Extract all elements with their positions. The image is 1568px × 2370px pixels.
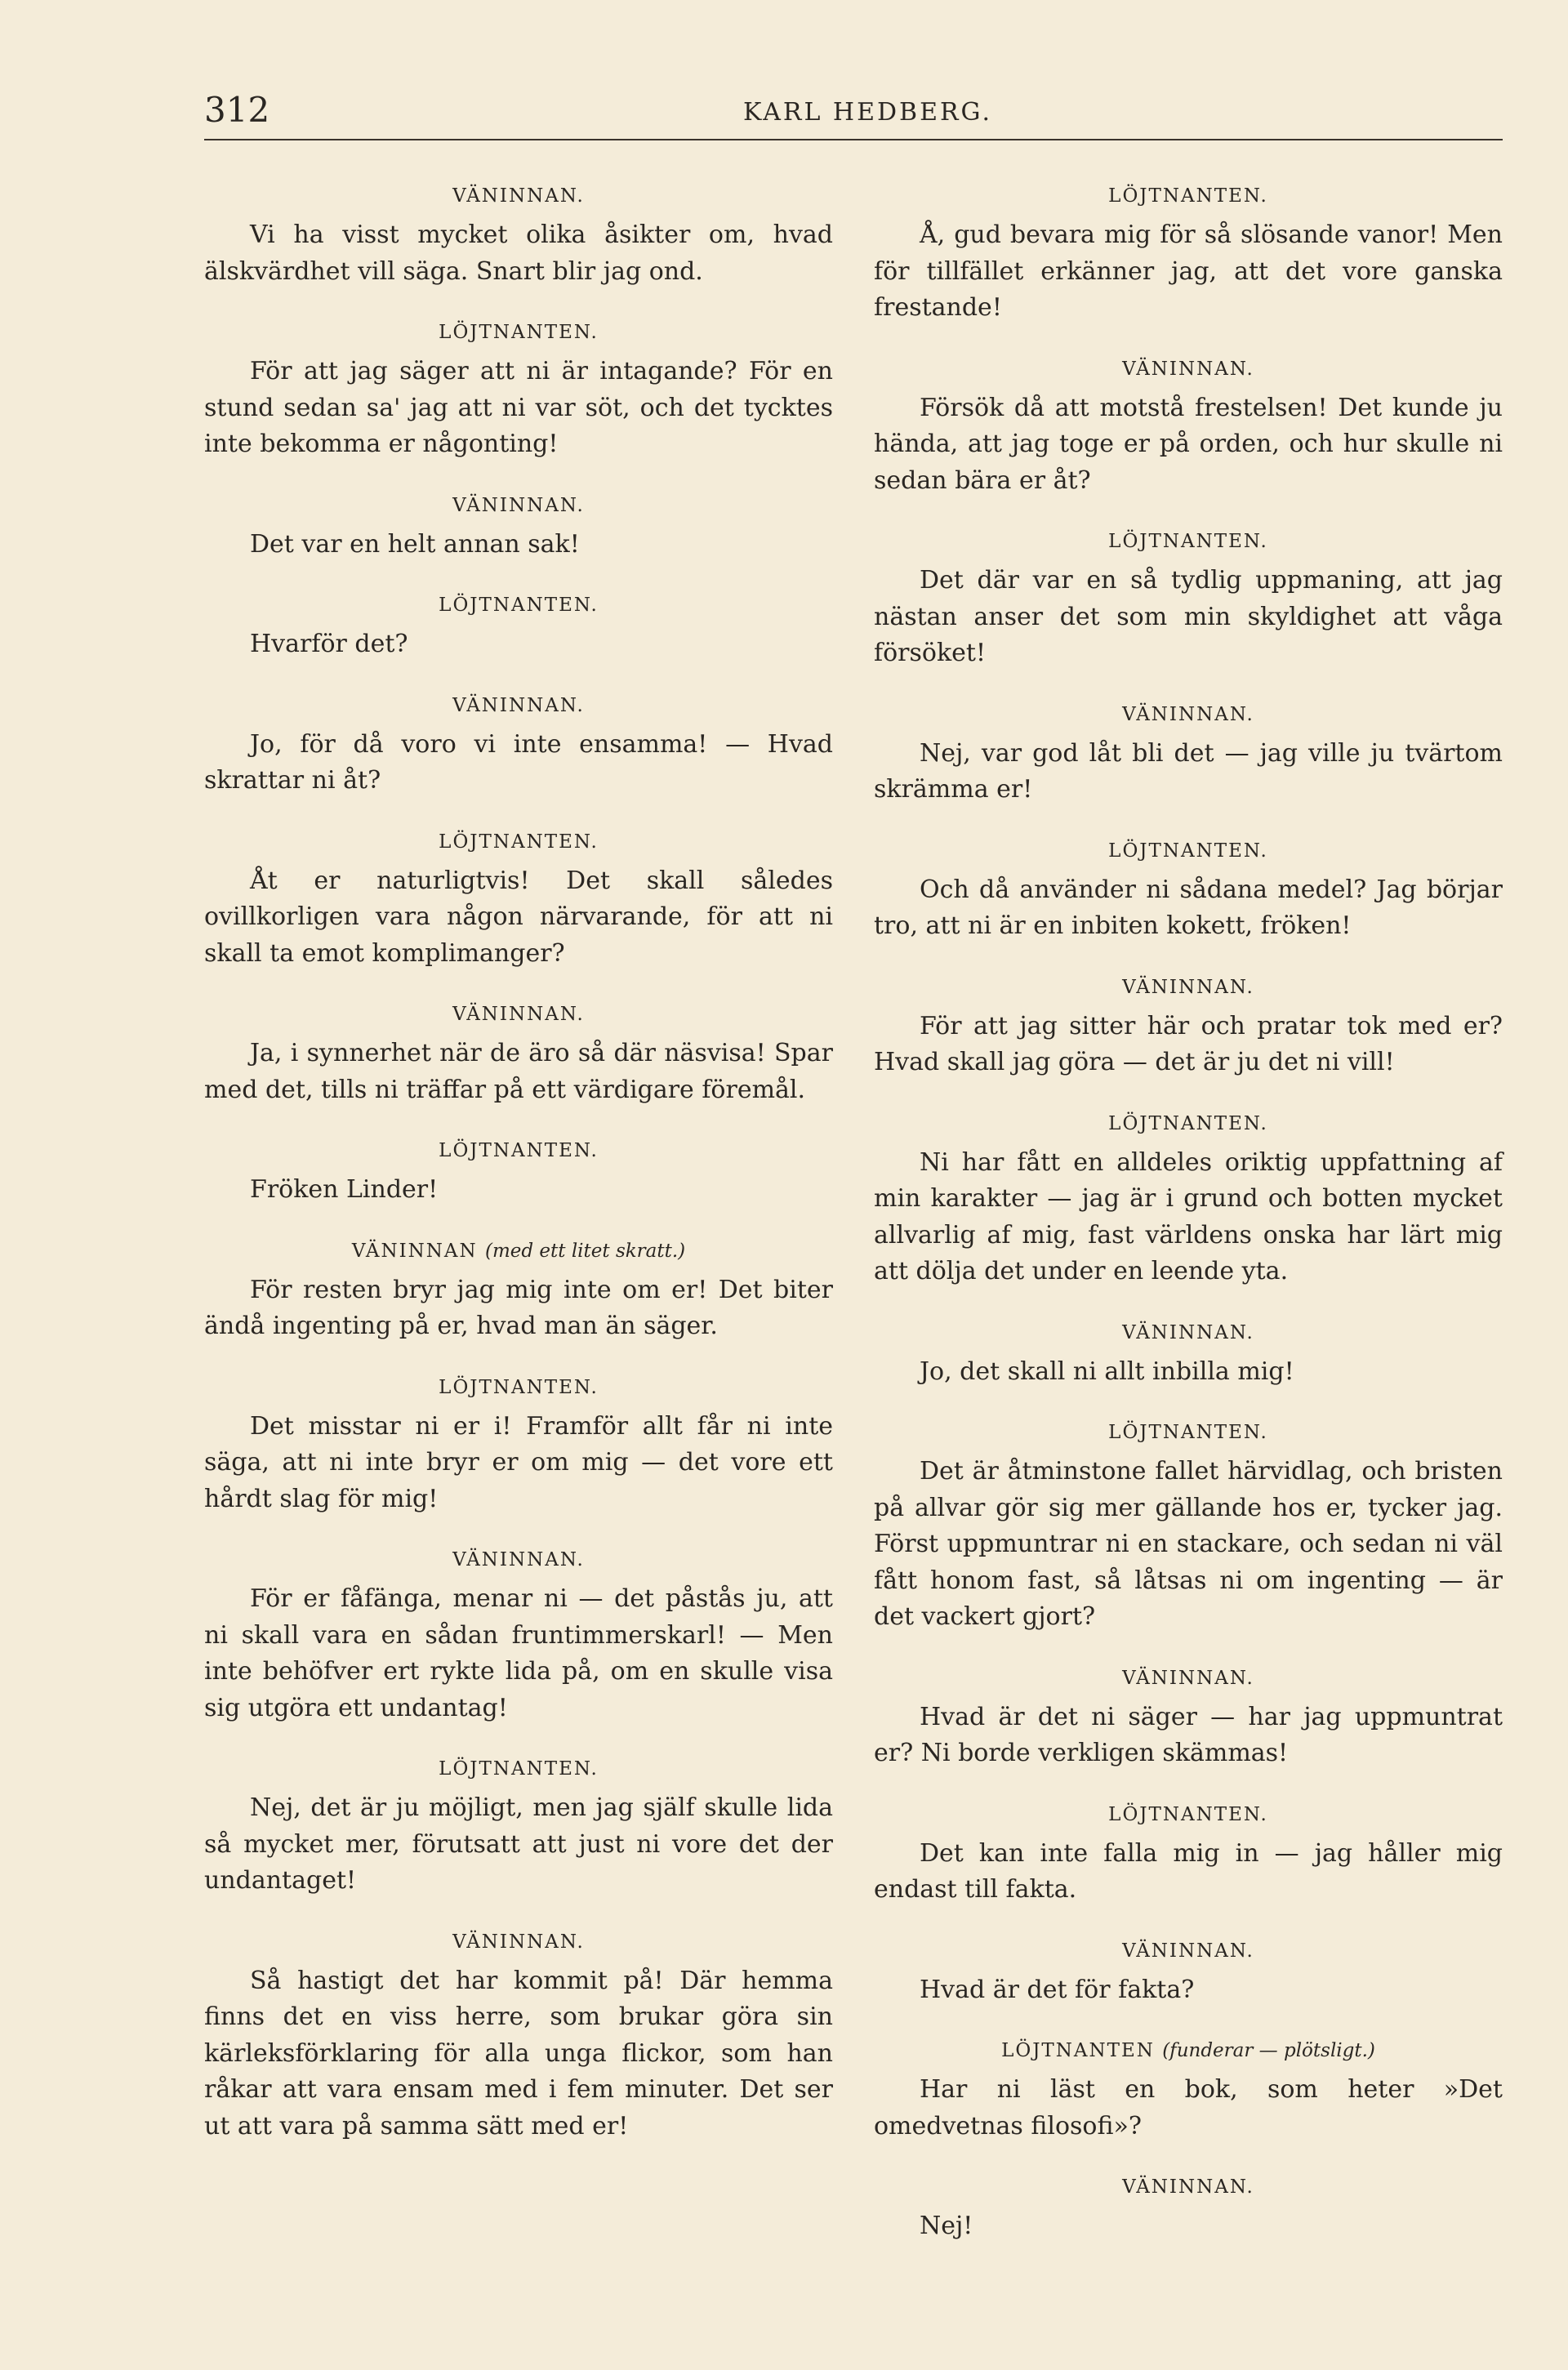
dialogue-line: Hvad är det ni säger — har jag uppmuntrat er? Ni borde verkligen skämmas! xyxy=(874,1702,1503,1767)
speaker-label: LÖJTNANTEN. xyxy=(439,1376,599,1398)
dialogue-line: Det är åtminstone fallet härvidlag, och bristen på allvar gör sig mer gällande hos er, tycker jag. Först uppmuntrar ni en stackare, och sedan ni väl fått honom fast, så låtsas ni om ingenting — är det vackert gjort? xyxy=(874,1457,1503,1631)
speaker-label: VÄNINNAN. xyxy=(1122,703,1254,725)
dialogue-line: Vi ha visst mycket olika åsikter om, hvad älskvärdhet vill säga. Snart blir jag ond. xyxy=(204,221,833,286)
speaker-name xyxy=(874,2172,1503,2202)
dialogue-line: Det var en helt annan sak! xyxy=(250,529,580,559)
speaker-label: LÖJTNANTEN. xyxy=(1108,1422,1268,1443)
speaker-label: VÄNINNAN. xyxy=(452,1004,585,1025)
speaker-label: VÄNINNAN. xyxy=(1122,1667,1254,1689)
dialogue-line: Jo, det skall ni allt inbilla mig! xyxy=(920,1357,1294,1386)
speaker-name xyxy=(874,1936,1503,1966)
dialogue-line: Det misstar ni er i! Framför allt får ni inte säga, att ni inte bryr er om mig — det vore ett hårdt slag för mig! xyxy=(204,1411,833,1513)
speaker-name xyxy=(204,1373,833,1402)
left-column xyxy=(204,181,833,2172)
dialogue-line: Å, gud bevara mig för så slösande vanor! Men för tillfället erkänner jag, att det vore ganska frestande! xyxy=(874,221,1503,322)
dialogue-line: Hvad är det för fakta? xyxy=(920,1975,1195,2004)
header-rule xyxy=(204,139,1503,140)
speaker-label: LÖJTNANTEN xyxy=(1001,2040,1155,2061)
speaker-name xyxy=(204,491,833,520)
speaker-name xyxy=(874,700,1503,729)
dialogue-line: Fröken Linder! xyxy=(250,1175,439,1204)
speaker-name xyxy=(874,1800,1503,1829)
speaker-name xyxy=(204,318,833,347)
speaker-label: LÖJTNANTEN. xyxy=(1108,531,1268,552)
right-column xyxy=(874,181,1503,2273)
dialogue-line: För er fåfänga, menar ni — det påstås ju, att ni skall vara en sådan fruntimmerskarl! — Men inte behöfver ert rykte lida på, om en skulle visa sig utgöra ett undantag! xyxy=(204,1584,833,1722)
dialogue-line: Och då använder ni sådana medel? Jag börjar tro, att ni är en inbiten kokett, fröken! xyxy=(874,875,1503,940)
dialogue-line: Nej! xyxy=(920,2212,973,2240)
dialogue-line: Det kan inte falla mig in — jag håller mig endast till fakta. xyxy=(874,1838,1503,1904)
speaker-label: LÖJTNANTEN. xyxy=(439,1140,599,1161)
speaker-label: LÖJTNANTEN. xyxy=(1108,185,1268,207)
dialogue-line: För att jag säger att ni är intagande? För en stund sedan sa' jag att ni var söt, och det tycktes inte bekomma er någonting! xyxy=(204,357,833,458)
speaker-label: VÄNINNAN. xyxy=(1122,976,1254,998)
speaker-name xyxy=(874,181,1503,211)
speaker-name xyxy=(204,181,833,211)
speaker-name xyxy=(204,827,833,857)
dialogue-line: Nej, var god låt bli det — jag ville ju tvärtom skrämma er! xyxy=(874,738,1503,804)
speaker-label: LÖJTNANTEN. xyxy=(439,595,599,616)
speaker-label: LÖJTNANTEN. xyxy=(1108,1112,1268,1134)
speaker-label: VÄNINNAN. xyxy=(452,185,585,207)
speaker-label: LÖJTNANTEN. xyxy=(439,1758,599,1780)
speaker-name xyxy=(204,1927,833,1957)
speaker-name xyxy=(204,1754,833,1784)
dialogue-line: För att jag sitter här och pratar tok med er? Hvad skall jag göra — det är ju det ni vill! xyxy=(874,1011,1503,1076)
speaker-name xyxy=(874,1664,1503,1693)
page-number: 312 xyxy=(204,90,270,130)
dialogue-line: Har ni läst en bok, som heter »Det omedvetnas filosofi»? xyxy=(874,2075,1503,2141)
speaker-label: VÄNINNAN. xyxy=(1122,1940,1254,1962)
dialogue-line: Ni har fått en alldeles oriktig uppfattning af min karakter — jag är i grund och botten mycket allvarlig af mig, fast världens onska har lärt mig att dölja det under en leende yta. xyxy=(874,1147,1503,1285)
speaker-label: LÖJTNANTEN. xyxy=(1108,1803,1268,1825)
page-header xyxy=(204,90,1503,139)
dialogue-line: För resten bryr jag mig inte om er! Det biter ändå ingenting på er, hvad man än säger. xyxy=(204,1275,833,1340)
speaker-label: LÖJTNANTEN. xyxy=(1108,840,1268,862)
speaker-name xyxy=(204,1000,833,1029)
speaker-name xyxy=(874,1109,1503,1138)
speaker-label: VÄNINNAN. xyxy=(452,694,585,716)
speaker-label: VÄNINNAN xyxy=(351,1240,478,1262)
speaker-name xyxy=(204,691,833,720)
speaker-name xyxy=(204,590,833,620)
speaker-label: VÄNINNAN. xyxy=(1122,358,1254,380)
speaker-name xyxy=(874,973,1503,1002)
speaker-name xyxy=(204,1136,833,1165)
dialogue-line: Hvarför det? xyxy=(250,630,408,658)
speaker-label: VÄNINNAN. xyxy=(1122,1321,1254,1343)
stage-direction: (funderar — plötsligt.) xyxy=(1162,2040,1375,2061)
speaker-label: VÄNINNAN. xyxy=(452,1931,585,1953)
speaker-name xyxy=(874,354,1503,384)
speaker-label: VÄNINNAN. xyxy=(1122,2176,1254,2198)
stage-direction: (med ett litet skratt.) xyxy=(484,1240,686,1262)
dialogue-line: Åt er naturligtvis! Det skall således ovillkorligen vara någon närvarande, för att ni skall ta emot komplimanger? xyxy=(204,866,833,968)
speaker-label: VÄNINNAN. xyxy=(452,1549,585,1570)
dialogue-line: Det där var en så tydlig uppmaning, att jag nästan anser det som min skyldighet att våga försöket! xyxy=(874,566,1503,667)
speaker-name xyxy=(874,1418,1503,1447)
speaker-name xyxy=(874,527,1503,556)
running-title: KARL HEDBERG. xyxy=(743,98,992,127)
speaker-name xyxy=(204,1545,833,1575)
speaker-name xyxy=(874,2036,1503,2065)
dialogue-line: Försök då att motstå frestelsen! Det kunde ju hända, att jag toge er på orden, och hur skulle ni sedan bära er åt? xyxy=(874,393,1503,495)
dialogue-line: Jo, för då voro vi inte ensamma! — Hvad skrattar ni åt? xyxy=(204,729,833,795)
dialogue-line: Så hastigt det har kommit på! Där hemma finns det en viss herre, som brukar göra sin kärleksförklaring för alla unga flickor, som han råkar att vara ensam med i fem minuter. Det ser ut att vara på samma sätt med er! xyxy=(204,1966,833,2141)
dialogue-line: Ja, i synnerhet när de äro så där näsvisa! Spar med det, tills ni träffar på ett värdigare föremål. xyxy=(204,1039,833,1104)
speaker-name xyxy=(204,1236,833,1266)
speaker-label: LÖJTNANTEN. xyxy=(439,831,599,853)
speaker-label: VÄNINNAN. xyxy=(452,494,585,516)
speaker-name xyxy=(874,1318,1503,1348)
speaker-label: LÖJTNANTEN. xyxy=(439,322,599,343)
speaker-name xyxy=(874,836,1503,866)
dialogue-line: Nej, det är ju möjligt, men jag själf skulle lida så mycket mer, förutsatt att just ni vore det der undantaget! xyxy=(204,1793,833,1895)
